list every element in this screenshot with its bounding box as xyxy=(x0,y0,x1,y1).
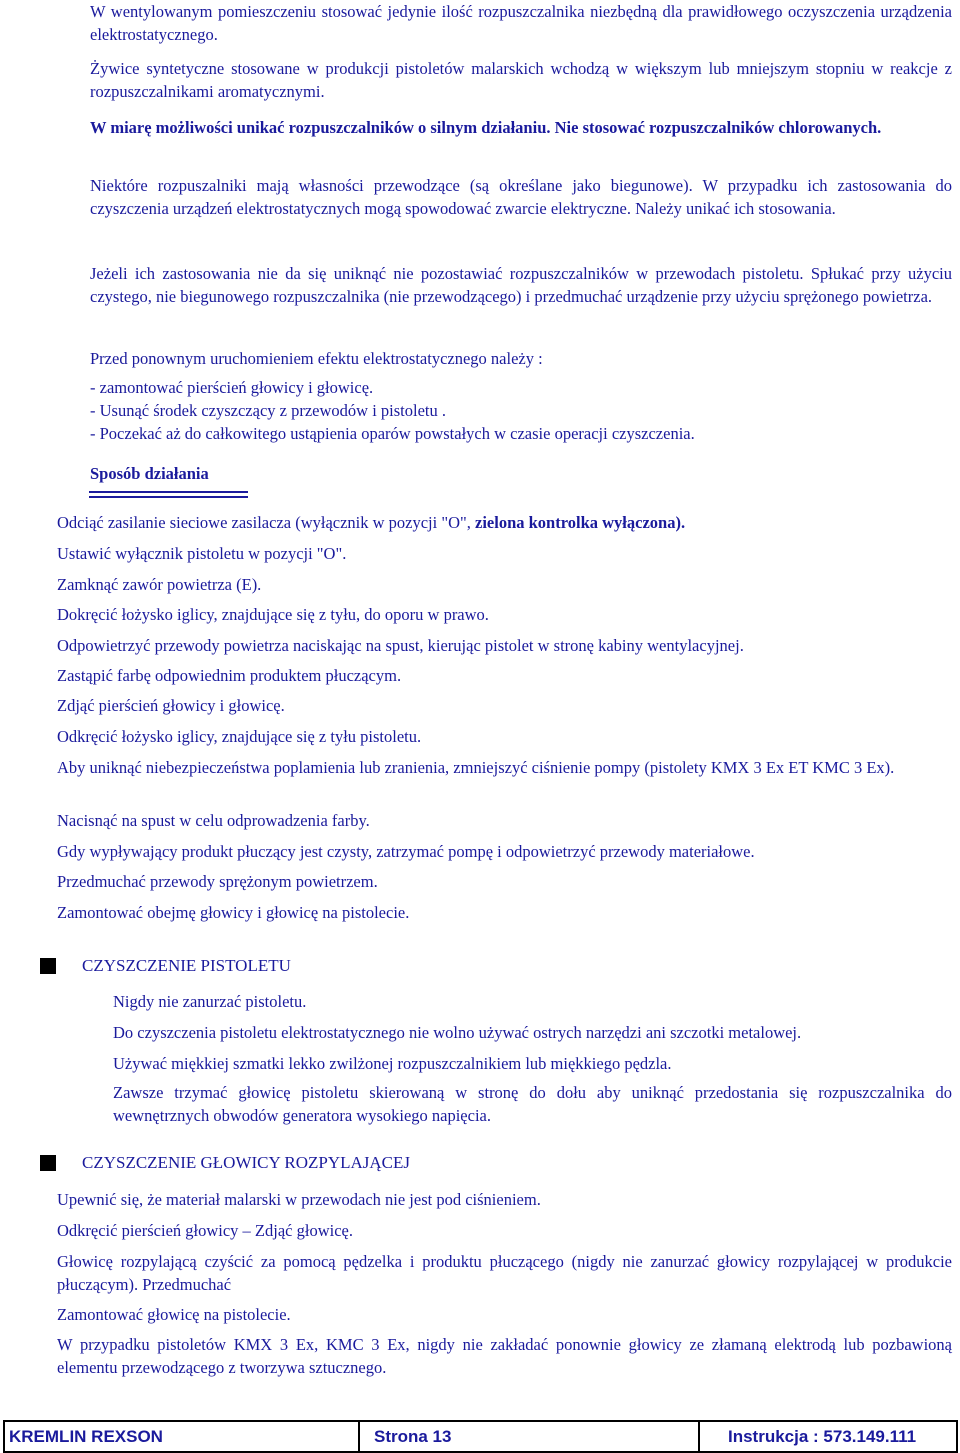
list-item: Odkręcić pierścień głowicy – Zdjąć głowicę. xyxy=(57,1221,353,1240)
procedure-step: Ustawić wyłącznik pistoletu w pozycji "O". xyxy=(57,544,347,563)
procedure-step: Odkręcić łożysko iglicy, znajdujące się z tyłu pistoletu. xyxy=(57,727,422,746)
square-bullet-icon xyxy=(40,958,56,974)
footer-instruction-number: Instrukcja : 573.149.111 xyxy=(728,1427,917,1446)
list-item: Nigdy nie zanurzać pistoletu. xyxy=(113,992,307,1011)
footer-company: KREMLIN REXSON xyxy=(5,1422,360,1451)
square-bullet-icon xyxy=(40,1155,56,1171)
procedure-step: Zamknąć zawór powietrza (E). xyxy=(57,575,262,594)
section-title: CZYSZCZENIE GŁOWICY ROZPYLAJĄCEJ xyxy=(82,1153,411,1172)
intro-restart-lead: Przed ponownym uruchomieniem efektu elektrostatycznego należy : xyxy=(90,349,543,368)
intro-paragraph-resins: Żywice syntetyczne stosowane w produkcji pistoletów malarskich wchodzą w większym lub mniejszym stopniu w reakcje z rozpuszczalnikami aromatycznymi. xyxy=(90,59,952,101)
list-item: - Usunąć środek czyszczący z przewodów i pistoletu . xyxy=(90,401,446,420)
list-item: - zamontować pierścień głowicy i głowicę. xyxy=(90,378,374,397)
procedure-step: Aby uniknąć niebezpieczeństwa poplamienia lub zranienia, zmniejszyć ciśnienie pompy (pistolety KMX 3 Ex ET KMC 3 Ex). xyxy=(57,758,895,777)
list-item: Do czyszczenia pistoletu elektrostatycznego nie wolno używać ostrych narzędzi ani szczotki metalowej. xyxy=(113,1023,802,1042)
intro-paragraph-flush: Jeżeli ich zastosowania nie da się uniknąć nie pozostawiać rozpuszczalników w przewodach pistoletu. Spłukać przy użyciu czystego, nie biegunowego rozpuszczalnika (nie przewodzącego) i przedmuchać urządzenie przy użyciu sprężonego powietrza. xyxy=(90,264,952,306)
procedure-step: Zamontować obejmę głowicy i głowicę na pistolecie. xyxy=(57,903,410,922)
heading-double-underline xyxy=(89,491,248,498)
section-heading-procedure: Sposób działania xyxy=(90,464,209,483)
procedure-step: Nacisnąć na spust w celu odprowadzenia farby. xyxy=(57,811,370,830)
procedure-step: Dokręcić łożysko iglicy, znajdujące się z tyłu, do oporu w prawo. xyxy=(57,605,489,624)
page-footer xyxy=(3,1420,958,1453)
procedure-step xyxy=(57,511,685,534)
procedure-step: Gdy wypływający produkt płuczący jest czysty, zatrzymać pompę i odpowietrzyć przewody materiałowe. xyxy=(57,842,755,861)
procedure-step-emphasis: zielona kontrolka wyłączona). xyxy=(475,513,686,532)
procedure-step: Przedmuchać przewody sprężonym powietrzem. xyxy=(57,872,378,891)
procedure-step: Odpowietrzyć przewody powietrza naciskając na spust, kierując pistolet w stronę kabiny wentylacyjnej. xyxy=(57,636,744,655)
list-item: Zawsze trzymać głowicę pistoletu skierowaną w stronę do dołu aby uniknąć przedostania się rozpuszczalnika do wewnętrznych obwodów generatora wysokiego napięcia. xyxy=(113,1083,952,1125)
list-item: W przypadku pistoletów KMX 3 Ex, KMC 3 Ex, nigdy nie zakładać ponownie głowicy ze złamaną elektrodą lub pozbawioną elementu przewodzącego z tworzywa sztucznego. xyxy=(57,1335,952,1377)
list-item: - Poczekać aż do całkowitego ustąpienia oparów powstałych w czasie operacji czyszczenia. xyxy=(90,424,695,443)
list-item: Używać miękkiej szmatki lekko zwilżonej rozpuszczalnikiem lub miękkiego pędzla. xyxy=(113,1054,672,1073)
list-item: Głowicę rozpylającą czyścić za pomocą pędzelka i produktu płuczącego (nigdy nie zanurzać głowicy rozpylającej w produkcie płuczącym). Przedmuchać xyxy=(57,1252,952,1294)
intro-warning-solvents: W miarę możliwości unikać rozpuszczalników o silnym działaniu. Nie stosować rozpuszczalników chlorowanych. xyxy=(90,118,882,137)
procedure-step-text: Odciąć zasilanie sieciowe zasilacza (wyłącznik w pozycji "O", xyxy=(57,513,475,532)
procedure-step: Zdjąć pierścień głowicy i głowicę. xyxy=(57,696,285,715)
procedure-step: Zastąpić farbę odpowiednim produktem płuczącym. xyxy=(57,666,402,685)
intro-paragraph-conductive: Niektóre rozpuszalniki mają własności przewodzące (są określane jako biegunowe). W przypadku ich zastosowania do czyszczenia urządzeń elektrostatycznych mogą spowodować zwarcie elektryczne. Należy unikać ich stosowania. xyxy=(90,176,952,218)
list-item: Zamontować głowicę na pistolecie. xyxy=(57,1305,291,1324)
list-item: Upewnić się, że materiał malarski w przewodach nie jest pod ciśnieniem. xyxy=(57,1190,541,1209)
intro-paragraph-ventilation: W wentylowanym pomieszczeniu stosować jedynie ilość rozpuszczalnika niezbędną dla prawidłowego oczyszczenia urządzenia elektrostatycznego. xyxy=(90,2,952,44)
section-title: CZYSZCZENIE PISTOLETU xyxy=(82,956,291,975)
footer-page-number: Strona 13 xyxy=(360,1422,700,1451)
